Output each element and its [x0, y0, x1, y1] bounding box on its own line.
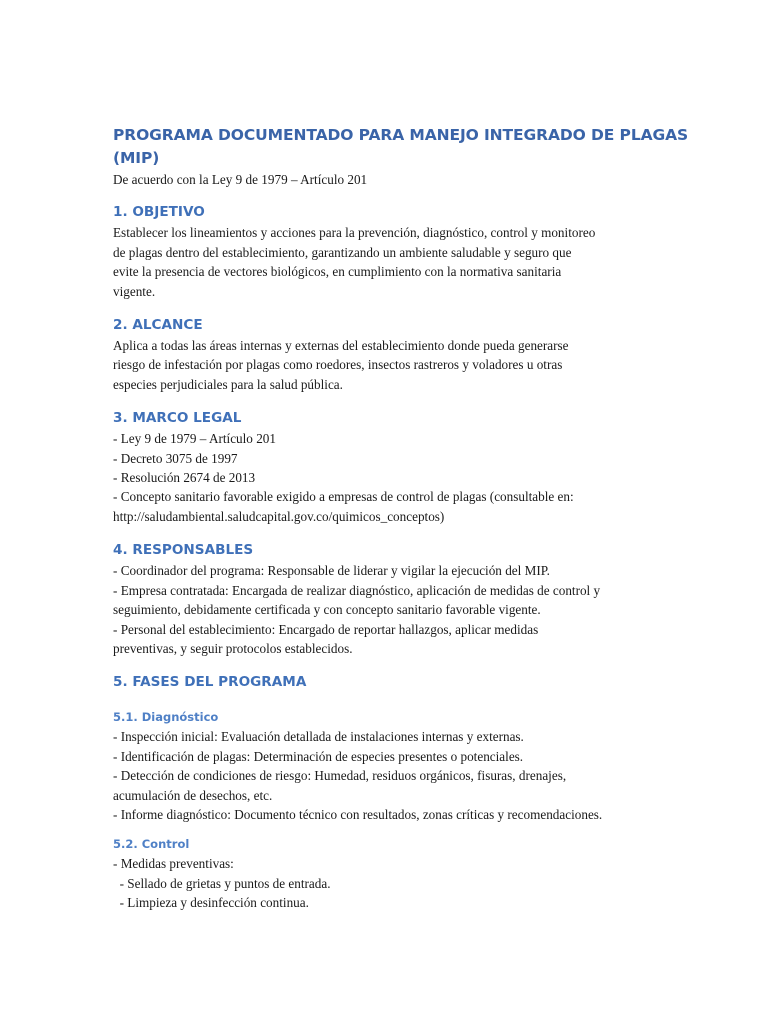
list-item: - Coordinador del programa: Responsable de liderar y vigilar la ejecución del MIP.: [113, 563, 550, 579]
list-item: - Informe diagnóstico: Documento técnico con resultados, zonas críticas y recomendaciones.: [113, 806, 603, 822]
text-line: preventivas, y seguir protocolos establecidos.: [113, 640, 353, 656]
text-line: vigente.: [113, 283, 156, 299]
section-heading-fases: 5. FASES DEL PROGRAMA: [113, 674, 307, 691]
url-text: http://saludambiental.saludcapital.gov.co/quimicos_conceptos): [113, 508, 445, 524]
text-line: de plagas dentro del establecimiento, garantizando un ambiente saludable y seguro que: [113, 244, 572, 260]
subsection-body-control: [113, 854, 673, 912]
section-fases: [113, 672, 673, 912]
subsection-control: [113, 835, 673, 912]
text-line: Establecer los lineamientos y acciones para la prevención, diagnóstico, control y monitoreo: [113, 225, 596, 241]
section-body-objetivo: [113, 223, 673, 301]
text-line: seguimiento, debidamente certificada y con concepto sanitario favorable vigente.: [113, 602, 541, 618]
document-title: [113, 122, 689, 170]
list-item: - Decreto 3075 de 1997: [113, 450, 238, 466]
subsection-heading-diagnostico: 5.1. Diagnóstico: [113, 710, 219, 725]
section-responsables: [113, 540, 673, 658]
list-item: - Resolución 2674 de 2013: [113, 470, 256, 486]
text-line: acumulación de desechos, etc.: [113, 787, 273, 803]
text-line: especies perjudiciales para la salud pública.: [113, 376, 343, 392]
document-page: [113, 122, 689, 913]
section-body-responsables: [113, 561, 673, 658]
title-line-2: (MIP): [113, 149, 160, 167]
list-item: - Empresa contratada: Encargada de realizar diagnóstico, aplicación de medidas de control y: [113, 582, 601, 598]
section-objetivo: [113, 202, 673, 301]
list-item: - Limpieza y desinfección continua.: [113, 895, 309, 911]
text-line: Aplica a todas las áreas internas y externas del establecimiento donde pueda generarse: [113, 338, 569, 354]
list-item: - Concepto sanitario favorable exigido a empresas de control de plagas (consultable en:: [113, 489, 574, 505]
section-heading-alcance: 2. ALCANCE: [113, 317, 203, 334]
section-body-alcance: [113, 336, 673, 394]
list-item: - Detección de condiciones de riesgo: Humedad, residuos orgánicos, fisuras, drenajes,: [113, 768, 567, 784]
section-heading-marco-legal: 3. MARCO LEGAL: [113, 410, 242, 427]
list-item: - Identificación de plagas: Determinación de especies presentes o potenciales.: [113, 748, 524, 764]
text-line: evite la presencia de vectores biológicos, en cumplimiento con la normativa sanitaria: [113, 264, 562, 280]
list-item: - Ley 9 de 1979 – Artículo 201: [113, 431, 276, 447]
text-line: riesgo de infestación por plagas como roedores, insectos rastreros y voladores u otras: [113, 357, 563, 373]
section-heading-objetivo: 1. OBJETIVO: [113, 204, 205, 221]
list-item: - Personal del establecimiento: Encargado de reportar hallazgos, aplicar medidas: [113, 621, 539, 637]
section-marco-legal: [113, 408, 673, 526]
list-item: - Inspección inicial: Evaluación detallada de instalaciones internas y externas.: [113, 729, 524, 745]
section-body-marco-legal: [113, 429, 673, 526]
document-subtitle: De acuerdo con la Ley 9 de 1979 – Artículo 201: [113, 172, 368, 187]
title-line-1: PROGRAMA DOCUMENTADO PARA MANEJO INTEGRADO DE PLAGAS: [113, 126, 689, 144]
list-item: - Sellado de grietas y puntos de entrada.: [113, 875, 331, 891]
section-heading-responsables: 4. RESPONSABLES: [113, 542, 254, 559]
section-alcance: [113, 315, 673, 394]
subsection-diagnostico: [113, 708, 673, 824]
subsection-heading-control: 5.2. Control: [113, 837, 190, 852]
subsection-body-diagnostico: [113, 727, 673, 824]
list-item: - Medidas preventivas:: [113, 856, 234, 872]
